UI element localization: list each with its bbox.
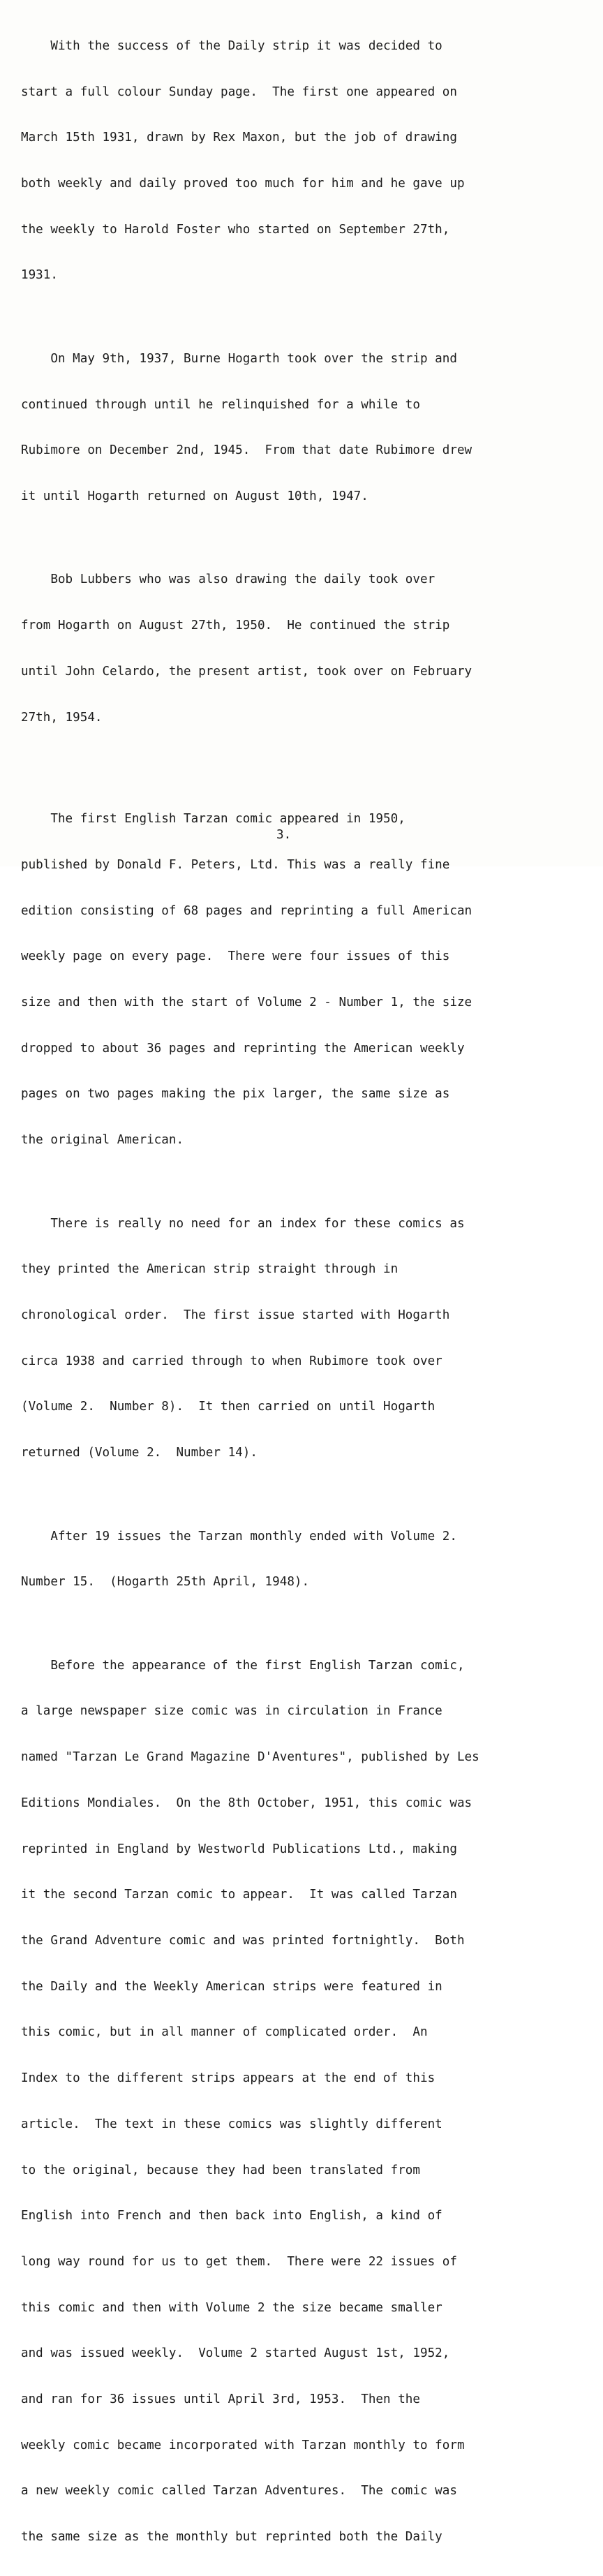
text-line: it the second Tarzan comic to appear. It was called Tarzan (21, 1888, 457, 1902)
text-line: edition consisting of 68 pages and reprinting a full American (21, 903, 472, 918)
text-line: pages on two pages making the pix larger, the same size as (21, 1087, 450, 1102)
text-line: a new weekly comic called Tarzan Adventures. The comic was (21, 2484, 457, 2499)
text-line: (Volume 2. Number 8). It then carried on until Hogarth (21, 1400, 436, 1414)
text-line: the weekly to Harold Foster who started on September 27th, (21, 222, 450, 237)
text-line: the original American. (21, 1133, 184, 1148)
paragraph-index-note (21, 1186, 590, 1492)
text-line: 1931. (21, 268, 58, 283)
text-line: this comic, but in all manner of complicated order. An (21, 2025, 428, 2040)
text-line: weekly page on every page. There were four issues of this (21, 949, 450, 964)
text-line: Bob Lubbers who was also drawing the daily took over (21, 572, 436, 587)
text-line: it until Hogarth returned on August 10th, 1947. (21, 489, 368, 503)
text-line: and ran for 36 issues until April 3rd, 1953. Then the (21, 2392, 420, 2407)
text-line: returned (Volume 2. Number 14). (21, 1446, 258, 1460)
paragraph-english-comic (21, 781, 590, 1178)
text-line: this comic and then with Volume 2 the size became smaller (21, 2300, 442, 2315)
text-line: the same size as the monthly but reprinted both the Daily (21, 2530, 442, 2545)
text-line: the Daily and the Weekly American strips were featured in (21, 1979, 442, 1994)
paragraph-monthly-ended (21, 1499, 590, 1621)
text-line: to the original, because they had been translated from (21, 2163, 420, 2177)
text-line: dropped to about 36 pages and reprinting the American weekly (21, 1041, 465, 1056)
text-line: both weekly and daily proved too much for him and he gave up (21, 176, 465, 191)
text-line: Rubimore on December 2nd, 1945. From that date Rubimore drew (21, 443, 472, 458)
text-line: from Hogarth on August 27th, 1950. He continued the strip (21, 619, 450, 633)
text-line: Index to the different strips appears at the end of this (21, 2071, 436, 2086)
paragraph-sunday-page (21, 8, 590, 314)
text-line: Number 15. (Hogarth 25th April, 1948). (21, 1575, 310, 1590)
text-line: they printed the American strip straight through in (21, 1262, 399, 1277)
page-number: 3. (276, 828, 292, 842)
body-text (21, 8, 590, 2576)
paragraph-hogarth (21, 321, 590, 535)
text-line: 27th, 1954. (21, 710, 103, 725)
text-line: circa 1938 and carried through to when Rubimore took over (21, 1354, 442, 1368)
text-line: Editions Mondiales. On the 8th October, 1951, this comic was (21, 1796, 472, 1810)
text-line: There is really no need for an index for these comics as (21, 1216, 465, 1231)
text-line: start a full colour Sunday page. The first one appeared on (21, 84, 457, 99)
paragraph-french-comic (21, 1628, 590, 2576)
text-line: Before the appearance of the first English Tarzan comic, (21, 1658, 465, 1673)
text-line: The first English Tarzan comic appeared in 1950, (21, 812, 405, 827)
text-line: size and then with the start of Volume 2 - Number 1, the size (21, 995, 472, 1009)
text-line: until John Celardo, the present artist, took over on February (21, 664, 472, 679)
text-line: After 19 issues the Tarzan monthly ended with Volume 2. (21, 1529, 457, 1544)
text-line: With the success of the Daily strip it was decided to (21, 38, 442, 53)
text-line: published by Donald F. Peters, Ltd. This was a really fine (21, 857, 450, 872)
text-line: article. The text in these comics was slightly different (21, 2117, 442, 2131)
paragraph-lubbers (21, 542, 590, 757)
text-line: continued through until he relinquished for a while to (21, 397, 420, 412)
text-line: chronological order. The first issue started with Hogarth (21, 1308, 450, 1322)
text-line: and was issued weekly. Volume 2 started August 1st, 1952, (21, 2346, 450, 2361)
text-line: weekly comic became incorporated with Tarzan monthly to form (21, 2438, 465, 2452)
text-line: On May 9th, 1937, Burne Hogarth took over the strip and (21, 351, 457, 366)
text-line: English into French and then back into English, a kind of (21, 2209, 442, 2223)
text-line: a large newspaper size comic was in circulation in France (21, 1704, 442, 1719)
text-line: long way round for us to get them. There were 22 issues of (21, 2254, 457, 2269)
text-line: March 15th 1931, drawn by Rex Maxon, but the job of drawing (21, 131, 457, 145)
text-line: named "Tarzan Le Grand Magazine D'Aventures", published by Les (21, 1750, 479, 1765)
text-line: the Grand Adventure comic and was printed fortnightly. Both (21, 1934, 465, 1948)
text-line: reprinted in England by Westworld Publications Ltd., making (21, 1842, 457, 1856)
